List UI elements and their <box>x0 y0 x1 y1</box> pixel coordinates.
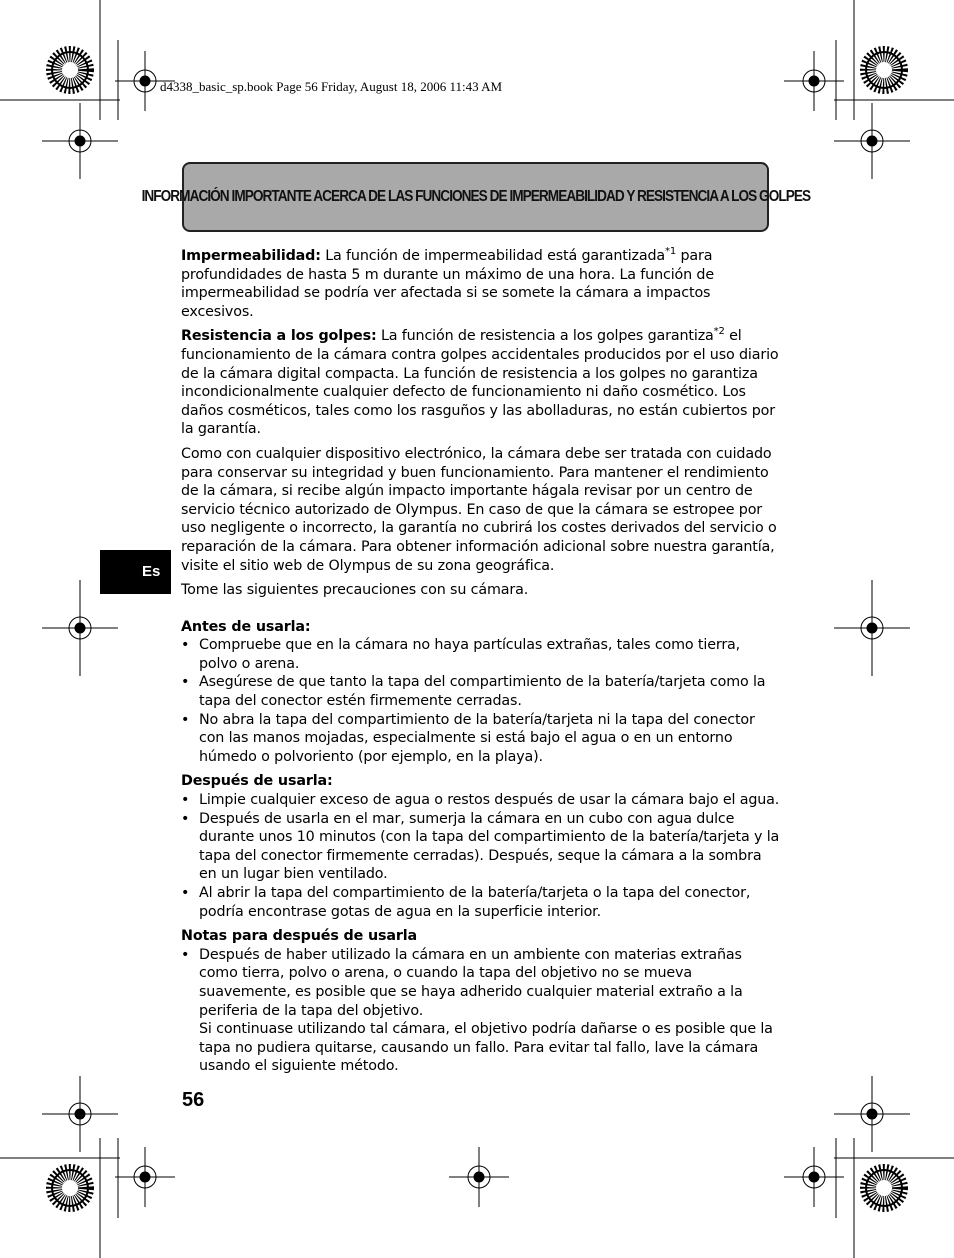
waterproof-text-a: La función de impermeabilidad está garantizada <box>320 248 666 264</box>
star-target-icon <box>864 50 904 90</box>
registration-mark-icon <box>449 1147 509 1207</box>
list-item: • Al abrir la tapa del compartimiento de la batería/tarjeta o la tapa del conector, podría encontrase gotas de agua en la superficie interior. <box>181 884 781 921</box>
after-use-heading: Después de usarla: <box>181 773 333 790</box>
before-use-heading: Antes de usarla: <box>181 618 311 635</box>
registration-mark-icon <box>42 1076 118 1152</box>
section-title: INFORMACIÓN IMPORTANTE ACERCA DE LAS FUNCIONES DE IMPERMEABILIDAD Y RESISTENCIA A LOS GOLPES <box>141 188 810 205</box>
registration-mark-icon <box>784 51 844 111</box>
waterproof-paragraph <box>181 247 781 321</box>
footnote-ref: *1 <box>665 246 677 257</box>
shockproof-paragraph <box>181 327 781 439</box>
star-target-icon <box>864 1168 904 1208</box>
registration-mark-icon <box>834 1076 910 1152</box>
after-use-list <box>181 791 781 921</box>
list-item <box>181 946 781 1076</box>
notes-heading: Notas para después de usarla <box>181 928 417 945</box>
registration-mark-icon <box>42 580 118 676</box>
file-info-header: d4338_basic_sp.book Page 56 Friday, August 18, 2006 11:43 AM <box>160 79 503 94</box>
star-target-icon <box>50 50 90 90</box>
shockproof-label: Resistencia a los golpes: <box>181 328 377 345</box>
footnote-ref: *2 <box>713 326 725 338</box>
list-item: • Después de usarla en el mar, sumerja la cámara en un cubo con agua dulce durante unos 10 minutos (con la tapa del compartimiento de la batería/tarjeta y la tapa del conector firmemente cerradas). Después, seque la cámara a la sombra en un lugar bien ventilado. <box>181 810 781 884</box>
general-paragraph: Como con cualquier dispositivo electrónico, la cámara debe ser tratada con cuidado para conservar su integridad y buen funcionamiento. Para mantener el rendimiento de la cámara, si recibe algún impacto importante hágala revisar por un centro de servicio técnico autorizado de Olympus. En caso de que la cámara se estropee por uso negligente o incorrecto, la garantía no cubrirá los costes derivados del servicio o reparación de la cámara. Para obtener información adicional sobre nuestra garantía, visite el sitio web de Olympus de su zona geográfica. <box>181 445 777 574</box>
before-use-list <box>181 636 781 766</box>
notes-item-text: • Después de haber utilizado la cámara en un ambiente con materias extrañas como tierra, polvo o arena, o cuando la tapa del objetivo no se mueva suavemente, es posible que se haya adherido cualquier material extraño a la periferia de la tapa del objetivo. <box>199 946 743 1019</box>
shockproof-text-a: La función de resistencia a los golpes garantiza <box>376 328 714 345</box>
precautions-paragraph: Tome las siguientes precauciones con su cámara. <box>181 582 529 599</box>
waterproof-text-b: para profundidades de hasta 5 m durante un máximo de una hora. La función de impermeabilidad se podría ver afectada si se somete la cámara a impactos excesivos. <box>181 248 715 320</box>
language-tab: Es <box>100 550 171 594</box>
registration-mark-icon <box>834 103 910 179</box>
registration-mark-icon <box>784 1147 844 1207</box>
notes-list <box>181 946 781 1076</box>
registration-mark-icon <box>115 1147 175 1207</box>
star-target-icon <box>50 1168 90 1208</box>
waterproof-label: Impermeabilidad: <box>181 248 321 264</box>
list-item: • No abra la tapa del compartimiento de la batería/tarjeta ni la tapa del conector con las manos mojadas, especialmente si está bajo el agua o en un entorno húmedo o polvoriento (por ejemplo, en la playa). <box>181 711 781 767</box>
registration-mark-icon <box>834 580 910 676</box>
shockproof-text-b: el funcionamiento de la cámara contra golpes accidentales producidos por el uso diario de la cámara digital compacta. La función de resistencia a los golpes no garantiza incondicionalmente cualquier defecto de funcionamiento ni daño cosmético. Los daños cosméticos, tales como los rasguños y las abolladuras, no están cubiertos por la garantía. <box>181 328 779 438</box>
list-item: • Limpie cualquier exceso de agua o restos después de usar la cámara bajo el agua. <box>181 791 781 810</box>
registration-mark-icon <box>42 103 118 179</box>
page-number: 56 <box>182 1089 205 1111</box>
section-title-box <box>141 162 810 232</box>
list-item: • Compruebe que en la cámara no haya partículas extrañas, tales como tierra, polvo o arena. <box>181 636 781 673</box>
list-item: • Asegúrese de que tanto la tapa del compartimiento de la batería/tarjeta como la tapa del conector estén firmemente cerradas. <box>181 673 781 710</box>
main-content <box>181 247 781 1076</box>
notes-item-continuation: Si continuase utilizando tal cámara, el objetivo podría dañarse o es posible que la tapa no pudiera quitarse, causando un fallo. Para evitar tal fallo, lave la cámara usando el siguiente método. <box>199 1021 773 1075</box>
